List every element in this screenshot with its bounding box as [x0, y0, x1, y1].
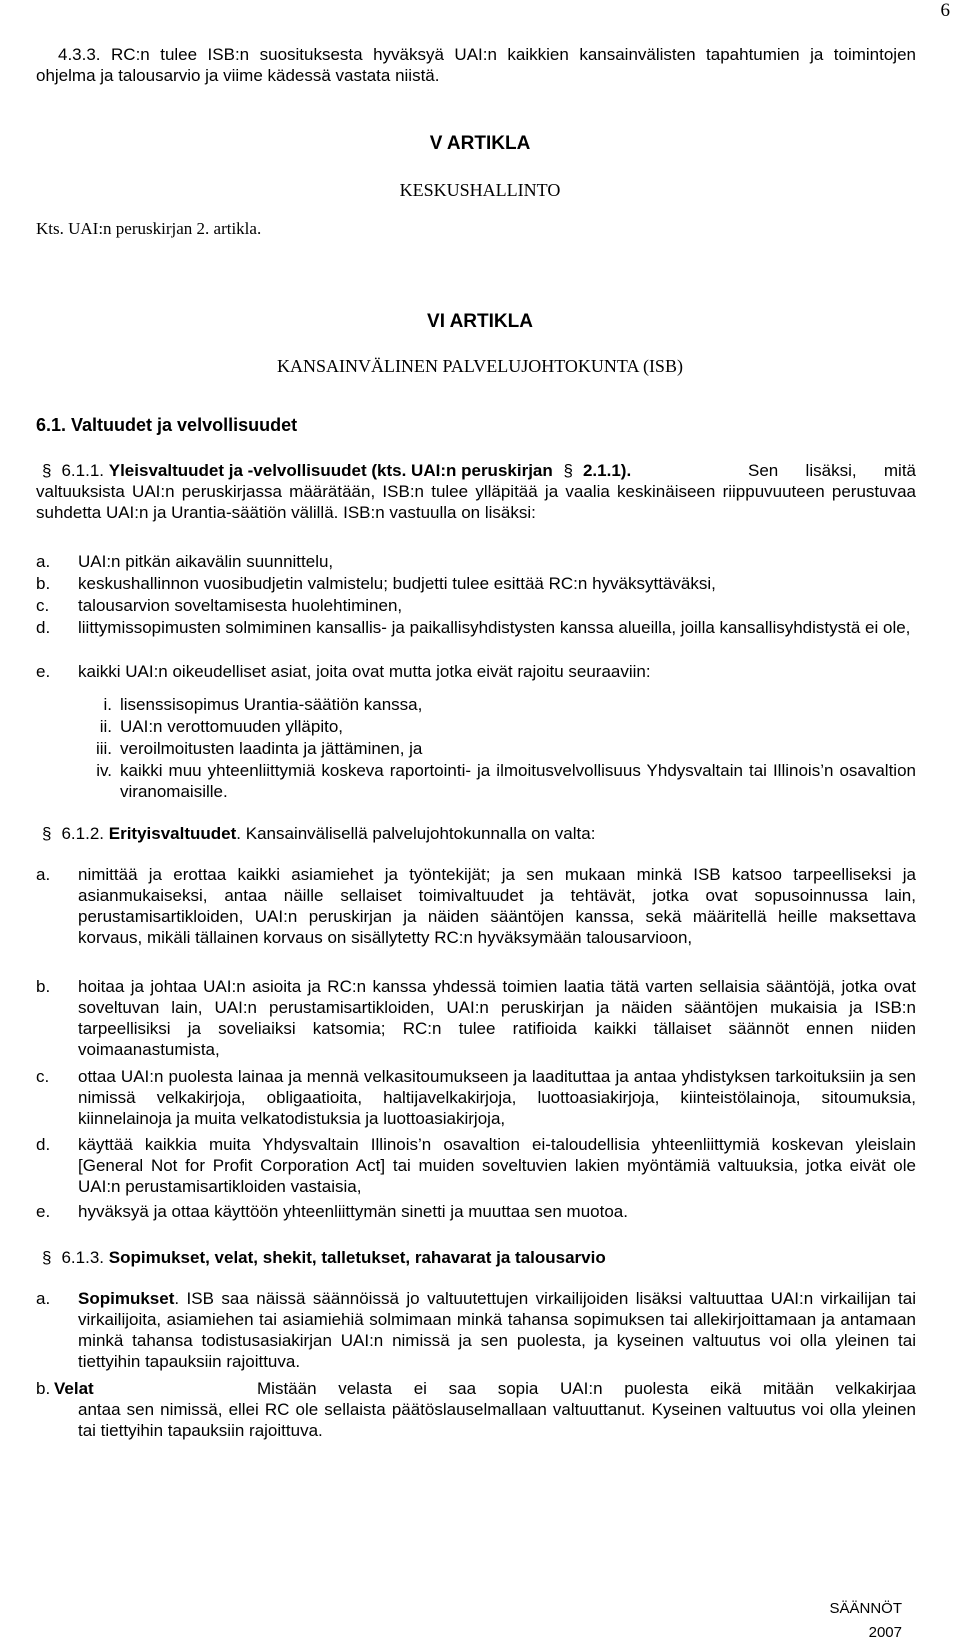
list-item [36, 595, 916, 616]
list-label: b. [36, 1379, 51, 1398]
list-text: UAI:n pitkän aikavälin suunnittelu, [78, 552, 334, 571]
sub-list-text: lisenssisopimus Urantia-säätiön kanssa, [120, 695, 423, 714]
section-6-1-1-text: Sen lisäksi, mitä valtuuksista UAI:n peruskirjassa määrätään, ISB:n tulee ylläpitää ja vaalia keskinäiseen riippuvuuteen perustuvaa suhdetta UAI:n ja Urantia-säätiön välillä. ISB:n vastuulla on lisäksi: [36, 461, 916, 522]
article-v-reference: Kts. UAI:n peruskirjan 2. artikla. [36, 219, 262, 238]
list-text: kaikki UAI:n oikeudelliset asiat, joita ovat mutta jotka eivät rajoitu seuraaviin: [78, 662, 651, 681]
sub-list-item [78, 716, 916, 737]
section-text: . Kansainvälisellä palvelujohtokunnalla on valta: [236, 824, 596, 843]
list-item-body-first: Mistään velasta ei saa sopia UAI:n puolesta eikä mitään velkakirjaa [257, 1379, 916, 1398]
list-text [78, 1288, 916, 1372]
section-title: Erityisvaltuudet [108, 824, 237, 843]
footer-label: SÄÄNNÖT [829, 1600, 902, 1617]
sub-list-item [78, 694, 916, 715]
list-item [36, 864, 916, 948]
list-label: e. [36, 662, 51, 681]
sub-list-text: kaikki muu yhteenliittymiä koskeva raportointi- ja ilmoitusvelvollisuus Yhdysvaltain tai Illinois’n osavaltion viranomaisille. [120, 761, 916, 801]
article-v-title: V ARTIKLA [429, 133, 531, 154]
list-label: d. [36, 618, 51, 637]
list-text: ottaa UAI:n puolesta lainaa ja mennä velkasitoumukseen ja laadituttaa ja antaa yhdistyksen tarkoituksiin ja sen nimissä velkakirjoja, obligaatioita, haltijavelkakirjoja, luottoasiakirjoja, kiinteistölainoja, sitoumuksia, kiinnelainoja ja muita velkatodistuksia ja luottoasiakirjoja, [78, 1067, 916, 1128]
sub-list-text: veroilmoitusten laadinta ja jättäminen, ja [120, 739, 423, 758]
section-sign-icon: § [42, 824, 52, 843]
list-text: käyttää kaikkia muita Yhdysvaltain Illinois’n osavaltion ei-taloudellisia yhteenliittymiä koskevan yleislain [General Not for Profit Corporation Act] tai muiden soveltuvien lakien myöntämiä valtuuksia, jotka eivät ole UAI:n perustamisartikloiden vastaisia, [78, 1135, 916, 1196]
sub-list-text: UAI:n verottomuuden ylläpito, [120, 717, 344, 736]
footer-year: 2007 [868, 1624, 902, 1641]
list-label: a. [36, 552, 51, 571]
sub-list-label: iii. [95, 739, 112, 758]
section-sign-icon: § [563, 461, 573, 480]
list-text: liittymissopimusten solmiminen kansallis- ja paikallisyhdistysten kanssa alueilla, joilla kansallisyhdistystä ei ole, [78, 618, 911, 637]
list-text: nimittää ja erottaa kaikki asiamiehet ja työntekijät; ja sen mukaan minkä ISB katsoo tarpeelliseksi ja asianmukaiseksi, antaa näille sellaiset toimivaltuudet ja tehtävät, jotka ovat sopusoinnussa lain, perustamisartikloiden, UAI:n peruskirjan ja näiden sääntöjen kanssa, sekä määritellä heille maksettava korvaus, mikäli tällainen korvaus on sisällytetty RC:n hyväksymään talousarvioon, [78, 865, 916, 947]
list-text [54, 1378, 916, 1441]
list-text: talousarvion soveltamisesta huolehtiminen, [78, 596, 403, 615]
list-item [36, 1134, 916, 1197]
list-text: keskushallinnon vuosibudjetin valmistelu; budjetti tulee esittää RC:n hyväksyttäväksi, [78, 574, 716, 593]
page-number: 6 [940, 0, 950, 21]
list-label: b. [36, 977, 51, 996]
list-label: c. [36, 596, 50, 615]
sub-list-label: ii. [99, 717, 112, 736]
article-vi-subtitle: KANSAINVÄLINEN PALVELUJOHTOKUNTA (ISB) [277, 356, 683, 376]
article-vi-title: VI ARTIKLA [427, 311, 533, 332]
sub-list-label: i. [103, 695, 112, 714]
section-number: 6.1.1. [61, 461, 105, 480]
list-item [36, 661, 916, 682]
list-item-body-rest: antaa sen nimissä, ellei RC ole sellaista päätöslauselmallaan valtuuttanut. Kyseinen valtuutus voi olla yleinen tai tiettyihin tapauksiin rajoittuva. [78, 1400, 916, 1440]
sub-list-item [78, 738, 916, 759]
article-v-subtitle: KESKUSHALLINTO [399, 180, 561, 200]
list-label: b. [36, 574, 51, 593]
list-item [36, 1066, 916, 1129]
list-item [36, 1378, 916, 1441]
list-item [36, 976, 916, 1060]
section-sign-icon: § [42, 461, 52, 480]
list-item-body: . ISB saa näissä säännöissä jo valtuutettujen virkailijoiden lisäksi valtuuttaa UAI:n virkailijan tai virkailijoita, asiamiehen tai asiamiehiä solmimaan minkä tahansa sopimuksen tai allekirjoittamaan ja antamaan minkä tahansa todistusasiakirjan UAI:n nimissä ja sen puolesta, ja kyseinen valtuutus voi olla yleinen tai tiettyihin tapauksiin rajoittuva. [78, 1289, 916, 1371]
list-label: a. [36, 1289, 51, 1308]
list-item-title: Velat [54, 1379, 94, 1398]
list-label: c. [36, 1067, 50, 1086]
intro-paragraph: 4.3.3. RC:n tulee ISB:n suosituksesta hyväksyä UAI:n kaikkien kansainvälisten tapahtumien ja toimintojen ohjelma ja talousarvio ja viime kädessä vastata niistä. [36, 45, 916, 85]
list-text: hyväksyä ja ottaa käyttöön yhteenliittymän sinetti ja muuttaa sen muotoa. [78, 1202, 628, 1221]
section-6-1-heading: 6.1. Valtuudet ja velvollisuudet [36, 415, 298, 435]
list-item [36, 1288, 916, 1372]
list-item [36, 617, 916, 638]
section-sign-icon: § [42, 1248, 52, 1267]
list-text: hoitaa ja johtaa UAI:n asioita ja RC:n kanssa yhdessä toimien laatia tätä varten sellaisia sääntöjä, jotka ovat soveltuvan lain, UAI:n perustamisartikloiden, UAI:n peruskirjan ja näiden sääntöjen mukaisia ja ISB:n tarpeellisiksi ja soveliaiksi katsomia; RC:n tulee ratifioida kaikki tällaiset säännöt ennen niiden voimaanastumista, [78, 977, 916, 1059]
sub-list-item [78, 760, 916, 802]
section-title: Sopimukset, velat, shekit, talletukset, rahavarat ja talousarvio [108, 1248, 606, 1267]
section-title: Yleisvaltuudet ja -velvollisuudet (kts. UAI:n peruskirjan [108, 461, 553, 480]
sub-list-label: iv. [96, 761, 112, 780]
list-label: a. [36, 865, 51, 884]
list-label: e. [36, 1202, 51, 1221]
section-number: 6.1.2. [61, 824, 105, 843]
list-item [36, 1201, 916, 1222]
list-item [36, 551, 916, 572]
list-item [36, 573, 916, 594]
section-6-1-3-heading [36, 1247, 916, 1268]
section-6-1-2-heading [36, 823, 916, 844]
list-label: d. [36, 1135, 51, 1154]
section-number: 6.1.3. [61, 1248, 105, 1267]
section-ref: 2.1.1). [582, 461, 632, 480]
list-item-title: Sopimukset [78, 1289, 175, 1308]
